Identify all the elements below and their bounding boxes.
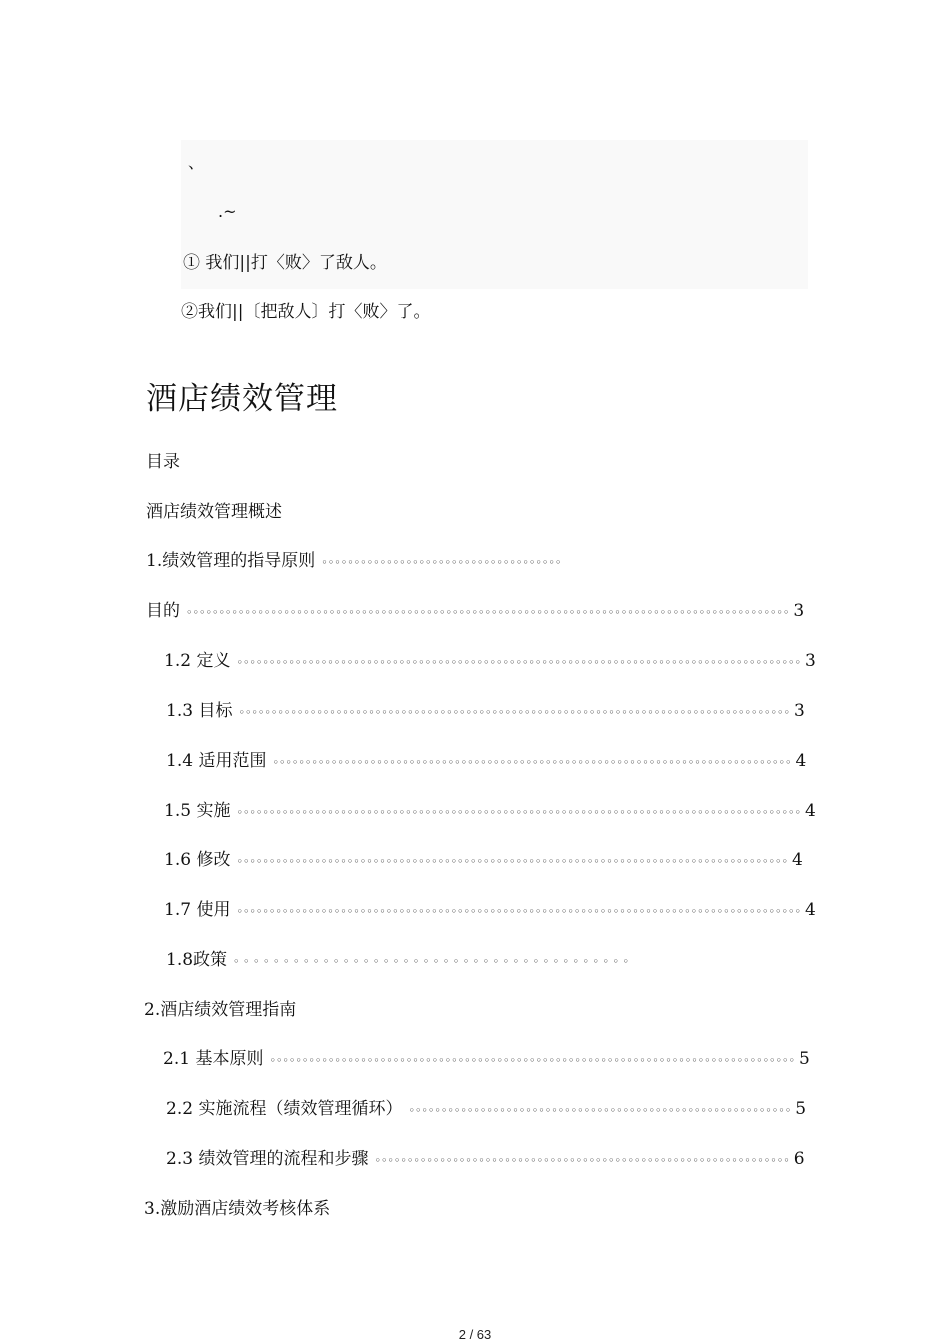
toc-entry[interactable] <box>166 949 629 973</box>
page-title: 酒店绩效管理 <box>146 381 338 417</box>
toc-entry-label: 1.绩效管理的指导原则 <box>146 551 316 571</box>
toc-entry[interactable] <box>166 1098 806 1122</box>
overview-heading: 酒店绩效管理概述 <box>146 502 282 522</box>
toc-entry[interactable] <box>164 899 816 923</box>
toc-entry[interactable] <box>166 700 805 724</box>
toc-leader-dots: ◦◦◦◦◦◦◦◦◦◦◦◦◦◦◦◦◦◦◦◦◦◦◦◦◦◦◦◦◦◦◦◦◦◦◦◦◦◦◦◦◦◦◦◦◦◦◦◦◦◦◦◦◦◦◦◦◦◦◦ <box>408 1104 792 1117</box>
toc-page-number: 3 <box>793 601 805 621</box>
toc-entry-label: 2.1 基本原则 <box>163 1049 264 1069</box>
toc-leader-dots: ◦◦◦◦◦◦◦◦◦◦◦◦◦◦◦◦◦◦◦◦◦◦◦◦◦◦◦◦◦◦◦◦◦◦◦◦◦◦◦◦◦◦◦◦◦◦◦◦◦◦◦◦◦◦◦◦◦◦◦◦◦◦◦◦◦◦◦◦◦◦◦◦◦◦◦◦◦◦◦◦◦◦◦◦◦ <box>236 855 788 868</box>
toc-page-number: 4 <box>795 751 807 771</box>
toc-leader-dots: ◦◦◦◦◦◦◦◦◦◦◦◦◦◦◦◦◦◦◦◦◦◦◦◦◦◦◦◦◦◦◦◦◦◦◦◦◦◦◦◦◦◦◦◦◦◦◦◦◦◦◦◦◦◦◦◦◦◦◦◦◦◦◦◦◦◦◦◦◦◦◦◦◦◦◦◦◦◦◦◦◦◦◦◦◦◦◦ <box>236 905 801 918</box>
toc-leader-dots: ◦◦◦◦◦◦◦◦◦◦◦◦◦◦◦◦◦◦◦◦◦◦◦◦◦◦◦◦◦◦◦◦◦◦◦◦◦ <box>321 556 562 569</box>
toc-heading: 目录 <box>146 452 180 472</box>
toc-entry[interactable] <box>166 750 806 774</box>
toc-entry-label: 1.4 适用范围 <box>166 751 267 771</box>
toc-entry[interactable] <box>166 1148 805 1172</box>
toc-entry-label: 目的 <box>146 601 180 621</box>
toc-leader-dots: ◦◦◦◦◦◦◦◦◦◦◦◦◦◦◦◦◦◦◦◦◦◦◦◦◦◦◦◦◦◦◦◦◦◦◦◦◦◦◦◦◦◦◦◦◦◦◦◦◦◦◦◦◦◦◦◦◦◦◦◦◦◦◦◦◦◦◦◦◦◦◦◦◦◦◦◦◦◦◦◦◦ <box>269 1054 796 1067</box>
toc-page-number: 4 <box>804 900 816 920</box>
page-number: 2 / 63 <box>458 1327 492 1342</box>
toc-entry-label: 1.7 使用 <box>164 900 231 920</box>
toc-entry[interactable] <box>146 550 561 574</box>
toc-page-number: 6 <box>793 1149 805 1169</box>
toc-entry[interactable] <box>164 650 816 674</box>
toc-leader-dots: ◦◦◦◦◦◦◦◦◦◦◦◦◦◦◦◦◦◦◦◦◦◦◦◦◦◦◦◦◦◦◦◦◦◦◦◦◦◦◦◦◦◦◦◦◦◦◦◦◦◦◦◦◦◦◦◦◦◦◦◦◦◦◦◦◦◦◦◦◦◦◦◦◦◦◦◦◦◦◦◦◦◦◦◦◦ <box>238 706 790 719</box>
toc-entry-label: 2.酒店绩效管理指南 <box>144 1000 297 1020</box>
example-sentence-1: ① 我们||打〈败〉了敌人。 <box>183 253 387 273</box>
example-sentence-2: ②我们||〔把敌人〕打〈败〉了。 <box>181 302 431 322</box>
toc-leader-dots: ◦ ◦ ◦ ◦ ◦ ◦ ◦ ◦ ◦ ◦ ◦ ◦ ◦ ◦ ◦ ◦ ◦ ◦ ◦ ◦ ◦ ◦ ◦ ◦ ◦ ◦ ◦ ◦ ◦ ◦ ◦ ◦ ◦ ◦ ◦ ◦ ◦ ◦ ◦ ◦ <box>233 955 629 968</box>
toc-entry[interactable] <box>144 1198 330 1220</box>
toc-leader-dots: ◦◦◦◦◦◦◦◦◦◦◦◦◦◦◦◦◦◦◦◦◦◦◦◦◦◦◦◦◦◦◦◦◦◦◦◦◦◦◦◦◦◦◦◦◦◦◦◦◦◦◦◦◦◦◦◦◦◦◦◦◦◦◦◦◦◦◦◦◦◦◦◦◦◦◦◦◦◦◦◦◦◦◦◦◦◦◦◦◦◦◦◦◦ <box>186 606 790 619</box>
toc-entry-label: 1.6 修改 <box>164 850 231 870</box>
toc-leader-dots: ◦◦◦◦◦◦◦◦◦◦◦◦◦◦◦◦◦◦◦◦◦◦◦◦◦◦◦◦◦◦◦◦◦◦◦◦◦◦◦◦◦◦◦◦◦◦◦◦◦◦◦◦◦◦◦◦◦◦◦◦◦◦◦◦◦◦◦◦◦◦◦◦◦◦◦◦◦◦◦◦ <box>272 756 792 769</box>
toc-page-number: 5 <box>799 1049 810 1069</box>
toc-entry[interactable] <box>146 600 804 624</box>
toc-entry-label: 1.2 定义 <box>164 651 231 671</box>
toc-entry[interactable] <box>164 849 803 873</box>
toc-leader-dots: ◦◦◦◦◦◦◦◦◦◦◦◦◦◦◦◦◦◦◦◦◦◦◦◦◦◦◦◦◦◦◦◦◦◦◦◦◦◦◦◦◦◦◦◦◦◦◦◦◦◦◦◦◦◦◦◦◦◦◦◦◦◦◦◦◦◦◦◦◦◦◦◦◦◦◦◦◦◦◦◦◦◦◦◦◦◦◦ <box>236 806 801 819</box>
toc-page-number: 4 <box>804 801 816 821</box>
toc-page-number: 4 <box>791 850 803 870</box>
toc-entry-label: 2.3 绩效管理的流程和步骤 <box>166 1149 369 1169</box>
toc-page-number: 5 <box>795 1099 807 1119</box>
toc-entry[interactable] <box>164 800 816 824</box>
toc-entry-label: 1.5 实施 <box>164 801 231 821</box>
toc-entry-label: 3.激励酒店绩效考核体系 <box>144 1199 331 1219</box>
toc-entry-label: 1.3 目标 <box>166 701 233 721</box>
toc-entry[interactable] <box>163 1048 810 1072</box>
punctuation-mark: .~ <box>218 202 237 221</box>
toc-leader-dots: ◦◦◦◦◦◦◦◦◦◦◦◦◦◦◦◦◦◦◦◦◦◦◦◦◦◦◦◦◦◦◦◦◦◦◦◦◦◦◦◦◦◦◦◦◦◦◦◦◦◦◦◦◦◦◦◦◦◦◦◦◦◦◦◦ <box>374 1154 790 1167</box>
toc-entry-label: 1.8政策 <box>166 950 228 970</box>
toc-entry-label: 2.2 实施流程（绩效管理循环） <box>166 1099 403 1119</box>
toc-page-number: 3 <box>804 651 816 671</box>
toc-entry[interactable] <box>144 999 296 1021</box>
toc-leader-dots: ◦◦◦◦◦◦◦◦◦◦◦◦◦◦◦◦◦◦◦◦◦◦◦◦◦◦◦◦◦◦◦◦◦◦◦◦◦◦◦◦◦◦◦◦◦◦◦◦◦◦◦◦◦◦◦◦◦◦◦◦◦◦◦◦◦◦◦◦◦◦◦◦◦◦◦◦◦◦◦◦◦◦◦◦◦◦◦ <box>236 656 801 669</box>
toc-page-number: 3 <box>793 701 805 721</box>
punctuation-mark: 、 <box>188 153 205 172</box>
